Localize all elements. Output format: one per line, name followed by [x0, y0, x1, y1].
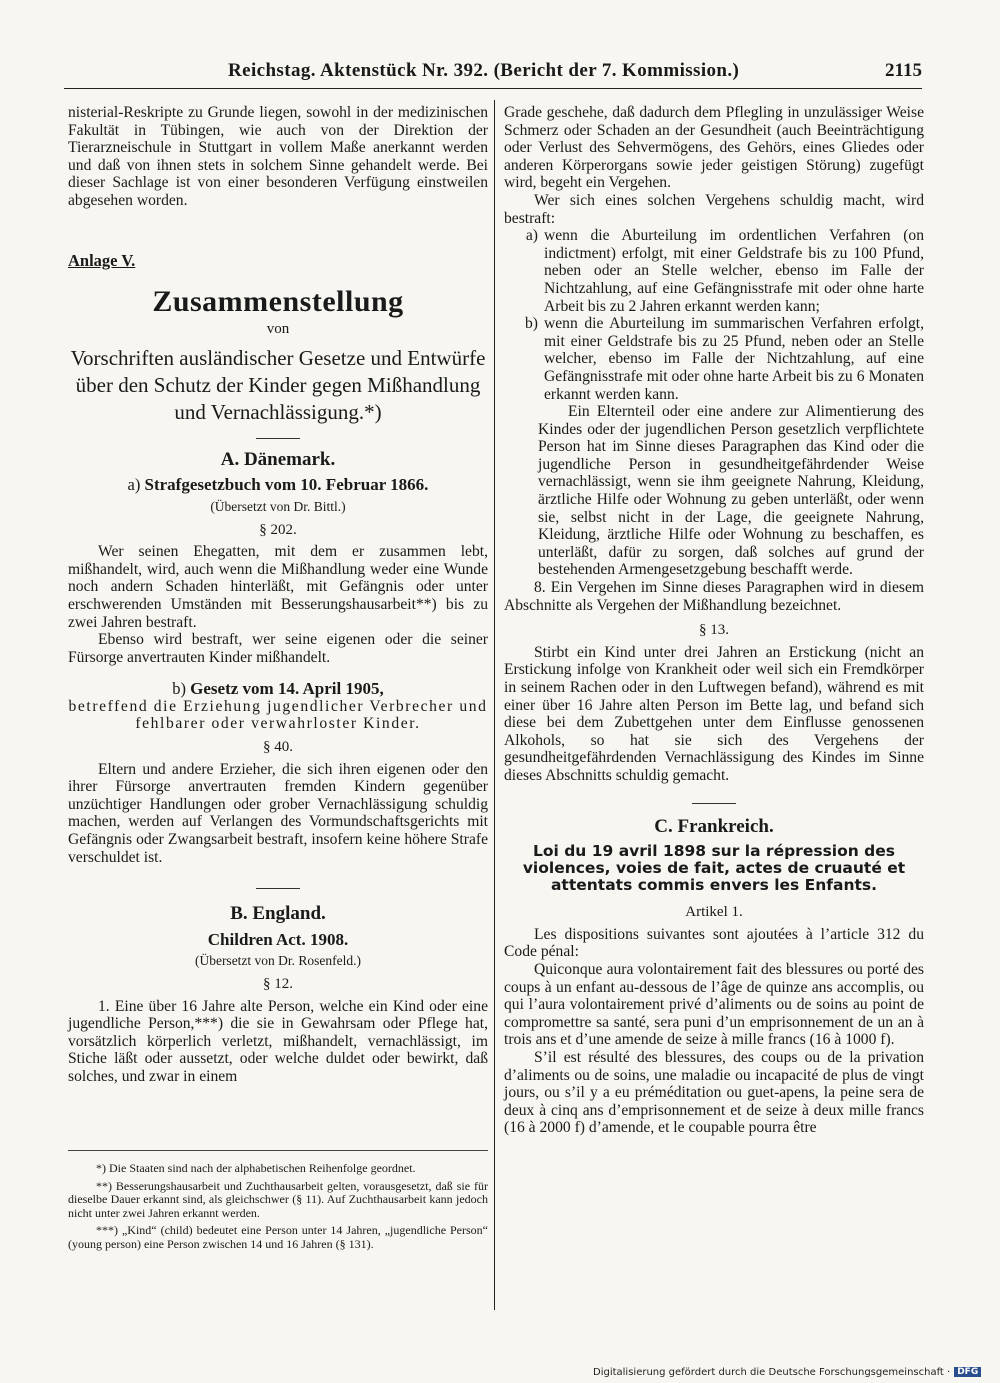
list-label-a: a) — [525, 227, 538, 245]
translator-c: (Übersetzt von Dr. Rosenfeld.) — [194, 953, 362, 969]
separator — [692, 803, 736, 804]
credit-text: Digitalisierung gefördert durch die Deutsche Forschungsgemeinschaft · — [593, 1367, 951, 1378]
law-c-heading — [68, 931, 488, 949]
page-number: 2115 — [885, 60, 922, 81]
column-divider — [494, 100, 495, 1310]
header-rule — [64, 88, 922, 89]
law-a-title: Strafgesetzbuch vom 10. Februar 1866. — [144, 475, 429, 495]
law-b-prefix: b) — [172, 679, 187, 699]
section-a-heading: A. Dänemark. — [220, 448, 336, 470]
list-b-continuation: Ein Elternteil oder eine andere zur Alimentierung des Kindes oder der jugendlichen Person gesetzlich verpflichtete Person hat im Sinne dieses Paragraphen das Kind oder die jugendliche Person in gesundheitgefährdender Weise vernachlässigt, wenn sie ihm geeignete Nahrung, Kleidung, ärztliche Hilfe oder Wohnung zu geben unterläßt, oder wenn sie, selbst nicht in der Lage, die geeignete Nahrung, Kleidung, ärztliche Hilfe oder Wohnung zu beschaffen, es unterläßt, dafür zu sorgen, daß solches auf grund der bestehenden Armengesetzgebung beschafft werde. — [538, 403, 924, 579]
footnote-rule — [68, 1150, 488, 1151]
paragraph-13-text: Stirbt ein Kind unter drei Jahren an Erstickung (nicht an Erstickung infolge von Krankheit oder weil sich ein Fremdkörper in seinem Rachen oder in den Luftwegen befand), während es mit einer über 16 Jahre alten Person im Bette lag, und befand sich diese bei dem Zubettgehen unter dem Einflusse genossenen Alkohols, so hat sie sich des Vergehens der gesundheitgefährdenden Vernachlässigung des Kindes im Sinne dieses Abschnitts schuldig gemacht. — [504, 643, 924, 784]
list-item — [510, 315, 924, 403]
paragraph-202-text: Wer seinen Ehegatten, mit dem er zusammen lebt, mißhandelt, wird, auch wenn die Mißhandlung weder eine Wunde noch andern Schaden hinterläßt, mit Gefängnis oder unter erschwerenden Umständen mit Besserungshausarbeit**) bis zu zwei Jahren bestraft. — [68, 543, 488, 631]
section-c-heading: C. Frankreich. — [654, 815, 774, 837]
law-b-subtitle: betreffend die Erziehung jugendlicher Verbrecher und fehlbarer oder verwahrloster Kinder. — [68, 697, 488, 733]
paragraph-13-heading: § 13. — [699, 622, 729, 639]
right-column — [504, 104, 924, 1137]
page-header — [64, 58, 922, 86]
footnote-1: *) Die Staaten sind nach der alphabetischen Reihenfolge geordnet. — [96, 1161, 416, 1175]
list-item — [510, 227, 924, 315]
paragraph-40-heading: § 40. — [263, 739, 293, 756]
dfg-logo: DFG — [954, 1367, 981, 1377]
artikel-heading: Artikel 1. — [685, 904, 743, 921]
digitization-credit — [593, 1367, 981, 1378]
footnotes — [68, 1162, 488, 1256]
french-paragraph-1: Les dispositions suivantes sont ajoutées à l’article 312 du Code pénal: — [504, 925, 924, 961]
paragraph-12-heading: § 12. — [263, 976, 293, 992]
law-c-title: Children Act. 1908. — [207, 929, 349, 949]
law-a-heading — [68, 476, 488, 494]
left-column — [68, 104, 488, 1086]
item-8: 8. Ein Vergehen im Sinne dieses Paragraphen wird in diesem Abschnitte als Vergehen der Mißhandlung bezeichnet. — [504, 579, 924, 614]
list-label-b: b) — [525, 315, 538, 333]
list-text-b: wenn die Aburteilung im summarischen Verfahren erfolgt, mit einer Geldstrafe bis zu 25 Pfund, neben oder an Stelle welcher, ebenso im Falle der Nichtzahlung, auf eine Gefängnisstrafe mit oder ohne harte Arbeit bis zu 6 Monaten erkannt werden kann. — [544, 315, 924, 403]
paragraph-40-text: Eltern und andere Erzieher, die sich ihren eigenen oder den ihrer Fürsorge anvertrauten fremden Kindern gegenüber unzüchtiger Handlungen oder grober Vernachlässigung schuldig machen, werden auf Verlangen des Vormundschaftsgerichts mit Gefängnis oder Zwangsarbeit bestraft, insofern keine höhere Strafe verschuldet ist. — [68, 760, 488, 866]
loi-title: Loi du 19 avril 1898 sur la répression des violences, voies de fait, actes de cruauté et attentats commis envers les Enfants. — [522, 842, 906, 895]
section-b-heading: B. England. — [230, 903, 326, 925]
footnote-2: **) Besserungshausarbeit und Zuchthausarbeit gelten, vorausgesetzt, daß sie für dieselbe Dauer erkannt sind, als gleichschwer (§ 11). Auf Zuchthausarbeit kann jedoch nicht unter zwei Jahren erkannt werden. — [68, 1178, 488, 1220]
french-paragraph-3: S’il est résulté des blessures, des coups ou de la privation d’aliments ou de soins, une maladie ou incapacité de plus de vingt jours, ou s’il y a eu préméditation ou guet-apens, la peine sera de deux à cinq ans d’emprisonnement et de seize à deux mille francs (16 à 2000 f) d’amende, et le coupable pourra être — [504, 1048, 924, 1137]
list-text-a: wenn die Aburteilung im ordentlichen Verfahren (on indictment) erfolgt, mit einer Geldstrafe bis zu 100 Pfund, neben oder an Stelle welcher, ebenso im Falle der Nichtzahlung, auf eine Gefängnisstrafe mit oder ohne harte Arbeit bis zu 2 Jahren erkannt werden kann; — [544, 227, 924, 315]
footnote-3: ***) „Kind“ (child) bedeutet eine Person unter 14 Jahren, „jugendliche Person“ (young person) eine Person zwischen 14 und 16 Jahren (§ 131). — [68, 1223, 488, 1251]
intro-paragraph: nisterial-Reskripte zu Grunde liegen, sowohl in der medizinischen Fakultät in Tübingen, wie auch von der Direktion der Tierarzneischule in Stuttgart in vollem Maße anerkannt werden und daß von ihnen stets in solchem Sinne gehandelt werde. Bei dieser Sachlage ist von einer besonderen Verfügung einstweilen abgesehen worden. — [68, 104, 488, 209]
paragraph-202-heading: § 202. — [259, 521, 297, 538]
law-a-prefix: a) — [127, 475, 141, 495]
translator-a: (Übersetzt von Dr. Bittl.) — [210, 498, 346, 514]
subtitle: Vorschriften ausländischer Gesetze und Entwürfe über den Schutz der Kinder gegen Mißhandlung und Vernachlässigung.*) — [70, 345, 486, 424]
main-title: Zusammenstellung — [152, 285, 404, 319]
separator — [256, 438, 300, 439]
separator — [256, 888, 300, 889]
paragraph-12-text: 1. Eine über 16 Jahre alte Person, welche ein Kind oder eine jugendliche Person,***) die sie in Gewahrsam oder Pflege hat, vorsätzlich körperlich verletzt, mißhandelt, vernachlässigt, im Stiche läßt oder aussetzt, oder welche duldet oder bewirkt, daß solches, und zwar in einem — [68, 997, 488, 1085]
anlage-heading: Anlage V. — [68, 250, 136, 270]
paragraph-202-text-2: Ebenso wird bestraft, wer seine eigenen oder die seiner Fürsorge anvertrauten Kinder mißhandelt. — [68, 631, 488, 666]
continuation-paragraph: Grade geschehe, daß dadurch dem Pflegling in unzulässiger Weise Schmerz oder Schaden an der Gesundheit (auch Beeinträchtigung oder Verlust des Sehvermögens, des Gehörs, eines Gliedes oder anderen Körperorgans sowie jeder geistigen Störung) zugefügt wird, begeht ein Vergehen. — [504, 104, 924, 192]
law-b-title: Gesetz vom 14. April 1905, — [190, 679, 384, 699]
french-paragraph-2: Quiconque aura volontairement fait des blessures ou porté des coups à un enfant au-dessous de l’âge de quinze ans accomplis, ou qui l’aura volontairement privé d’aliments ou de soins au point de compromettre sa santé, sera puni d’un emprisonnement de un an à trois ans et d’une amende de seize à mille francs (16 à 1000 f). — [504, 960, 924, 1049]
running-title: Reichstag. Aktenstück Nr. 392. (Bericht der 7. Kommission.) — [228, 60, 740, 81]
penalty-intro: Wer sich eines solchen Vergehens schuldig macht, wird bestraft: — [504, 191, 924, 227]
von-line: von — [266, 321, 290, 338]
law-b-heading — [68, 680, 488, 698]
